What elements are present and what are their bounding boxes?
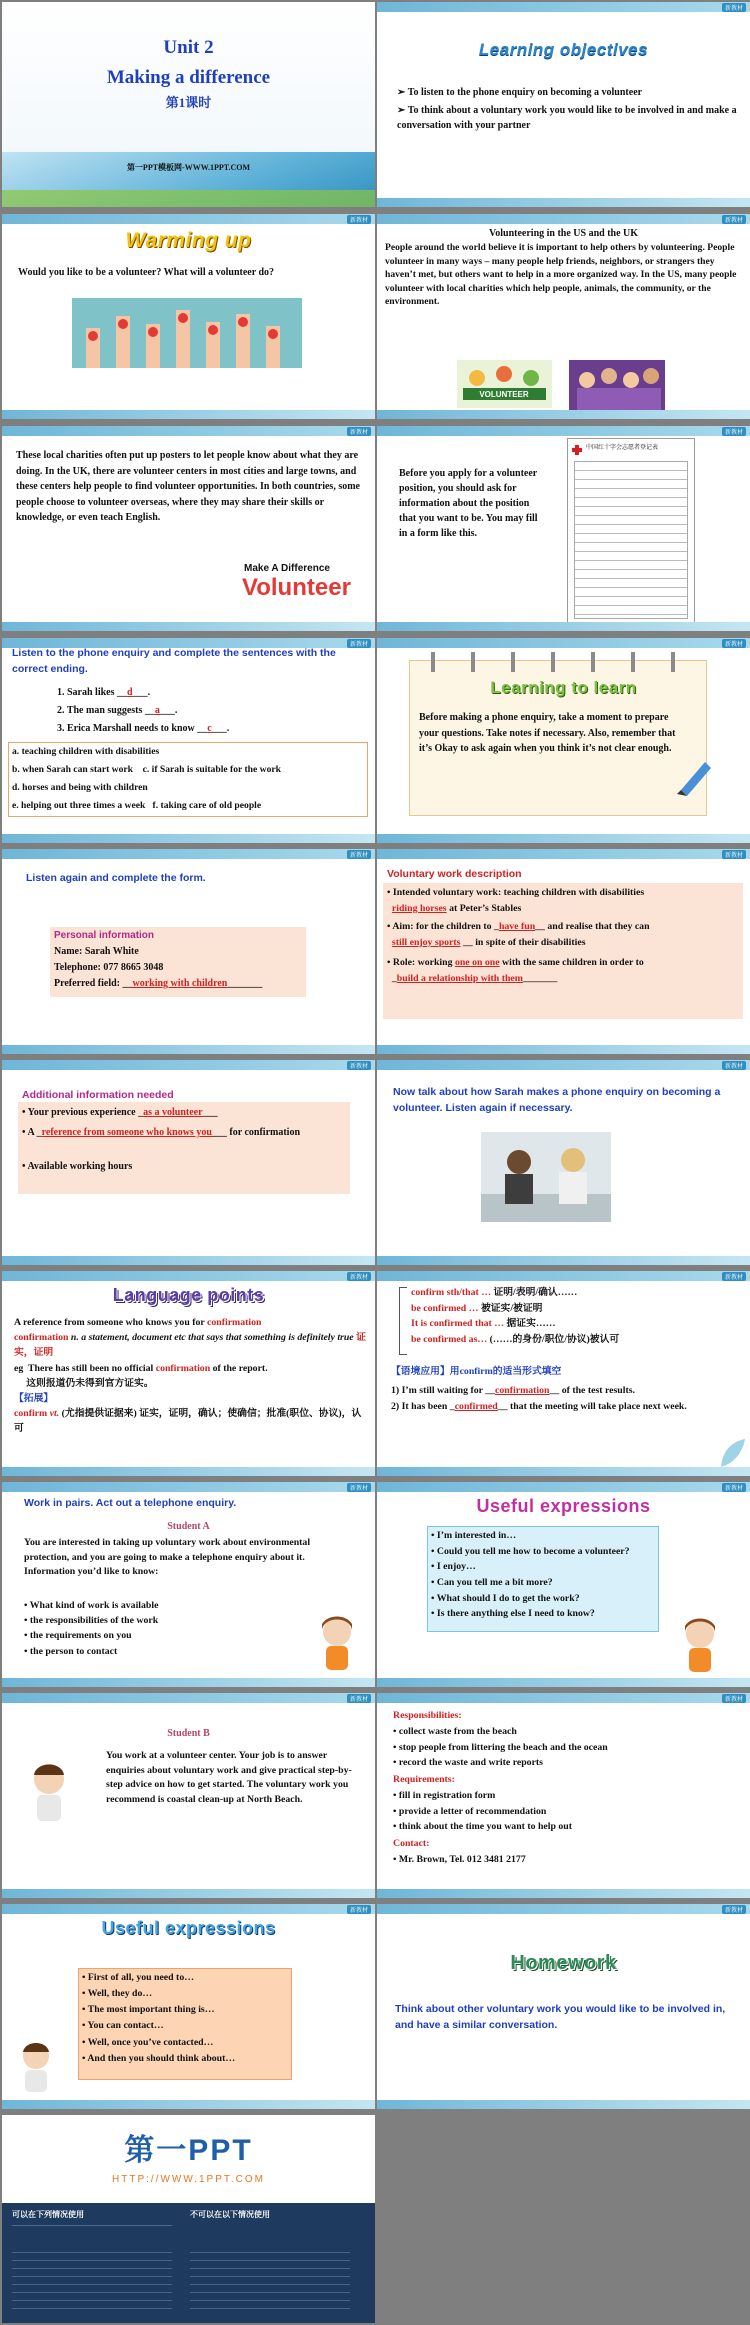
bottom-bar (377, 1045, 750, 1054)
requirements-list (393, 1788, 572, 1835)
list-item: • fill in registration form (393, 1788, 572, 1804)
contact-list (393, 1852, 526, 1868)
list-item: • the requirements on you (24, 1628, 158, 1643)
lesson-number: 第1课时 (165, 95, 212, 110)
boy-cartoon-icon (16, 2038, 56, 2094)
list-item: • I enjoy… (431, 1559, 630, 1575)
student-a-label: Student A (167, 1521, 210, 1532)
volunteer-hands-image (72, 298, 302, 368)
work-item-2: • Aim: for the children to _have fun__ and realise that they can still enjoy sports __ in spite of their disabilities (387, 921, 650, 949)
list-item: • And then you should think about… (82, 2051, 235, 2067)
student-a-list (24, 1598, 158, 1659)
slide-language-points[interactable] (2, 1271, 375, 1476)
volunteer-logo-word: Volunteer (242, 574, 351, 601)
confirm-expressions: confirm sth/that … 证明/表明/确认…… be confirmed … 被证实/被证明 It is confirmed that … 据证实…… be confirmed as… (……的身份/职位/协议)被认可 (411, 1287, 620, 1346)
ending-d: d. horses and being with children (12, 782, 148, 793)
slide-work-description[interactable] (377, 849, 750, 1054)
homework-body: Think about other voluntary work you would like to be involved in, and have a similar conversation. (395, 2003, 726, 2031)
ending-b-c: b. when Sarah can start work c. if Sarah is suitable for the work (12, 764, 281, 775)
homework-heading: Homework (510, 1952, 617, 1974)
list-item: • Well, once you’ve contacted… (82, 2035, 235, 2051)
lesson-title: Making a difference (106, 67, 271, 88)
form-grid (574, 461, 688, 619)
student-b-label: Student B (167, 1728, 210, 1739)
expressions-list (431, 1528, 630, 1622)
additional-item-3: • Available working hours (22, 1161, 133, 1172)
top-bar (2, 1271, 375, 1281)
badge: 新教材 (722, 1272, 746, 1281)
footer-links-right (190, 2245, 350, 2315)
girl-cartoon-icon (314, 1614, 360, 1672)
badge: 新教材 (347, 1061, 371, 1070)
bottom-bar (377, 410, 750, 419)
additional-info-title: Additional information needed (22, 1089, 174, 1101)
top-bar (377, 638, 750, 648)
make-difference-text: Make A Difference (244, 563, 330, 574)
sentence-2: 2. The man suggests __a___. (57, 705, 178, 716)
unit-title: Unit 2 (163, 37, 214, 58)
expression-bracket (399, 1287, 407, 1355)
top-bar (2, 214, 375, 224)
top-bar (377, 1904, 750, 1914)
ending-a: a. teaching children with disabilities (12, 746, 160, 757)
language-points-body: A reference from someone who knows you for confirmation confirmation n. a statement, document etc that says that something is definitely true 证实，证明 eg There has still been no official confirmation of the report. 这则报道仍未得到官方证实。 【拓展】 confirm vt. (尤指提供证据来) 证实，证明，确认；使确信；批准(职位、协议)，认可 (14, 1317, 366, 1435)
personal-telephone: Telephone: 077 8665 3048 (54, 962, 164, 973)
slide-coastal-cleanup-info[interactable] (377, 1693, 750, 1898)
boy-cartoon-icon (26, 1759, 72, 1823)
list-item: • provide a letter of recommendation (393, 1804, 572, 1820)
bottom-bar (2, 2100, 375, 2109)
badge: 新教材 (722, 1905, 746, 1914)
list-item: • You can contact… (82, 2018, 235, 2034)
list-item: • record the waste and write reports (393, 1755, 608, 1771)
list-item: • Mr. Brown, Tel. 012 3481 2177 (393, 1852, 526, 1868)
list-item: • I’m interested in… (431, 1528, 630, 1544)
badge: 新教材 (347, 427, 371, 436)
contact-heading: Contact: (393, 1838, 430, 1849)
preferred-field: Preferred field: __working with children_______ (54, 978, 263, 989)
bottom-bar (377, 2100, 750, 2109)
slide-local-charities[interactable] (2, 426, 375, 631)
badge: 新教材 (722, 1694, 746, 1703)
student-a-body: You are interested in taking up voluntary work about environmental protection, and you are going to make a telephone enquiry about it. Information you’d like to know: (24, 1537, 311, 1578)
bottom-bar (377, 198, 750, 207)
bottom-bar (2, 410, 375, 419)
top-bar (377, 2, 750, 12)
badge: 新教材 (722, 639, 746, 648)
personal-info-title: Personal information (54, 930, 155, 941)
bottom-bar (377, 1889, 750, 1898)
badge: 新教材 (347, 215, 371, 224)
badge: 新教材 (722, 3, 746, 12)
form-instruction: Before you apply for a volunteer position, you should ask for information about the position that you want to be. You may fill in a form like this. (399, 468, 538, 539)
slide-useful-expressions-a[interactable] (377, 1482, 750, 1687)
slide-volunteering-us-uk[interactable] (377, 214, 750, 419)
list-item: • The most important thing is… (82, 2002, 235, 2018)
context-application: 【语境应用】用confirm的适当形式填空 (391, 1366, 562, 1377)
top-bar (2, 1482, 375, 1492)
form-title: 中国红十字会志愿者登记表 (586, 445, 659, 451)
list-item: • collect waste from the beach (393, 1724, 608, 1740)
volunteering-body: People around the world believe it is important to help others by volunteering. People volunteer in many ways – many people help friends, neighbors, or strangers they haven’t met, but others want to help in a more organized way. In the US, many people volunteer with local charities which help people, animals, the community, or the environment. (385, 242, 737, 308)
bottom-bar (2, 1889, 375, 1898)
site-url[interactable]: HTTP://WWW.1PPT.COM (112, 2174, 265, 2185)
bottom-bar (2, 1467, 375, 1476)
warming-question: Would you like to be a volunteer? What will a volunteer do? (18, 267, 275, 278)
language-points-heading: Language points (112, 1285, 265, 1305)
objective-2: ➢ To think about a voluntary work you would like to be involved in and make a conversation with your partner (397, 105, 737, 131)
requirements-heading: Requirements: (393, 1774, 455, 1785)
slide-additional-information[interactable] (2, 1060, 375, 1265)
registration-form-image (567, 438, 695, 626)
badge: 新教材 (722, 427, 746, 436)
list-item: • Can you tell me a bit more? (431, 1575, 630, 1591)
ending-e-f: e. helping out three times a week f. taking care of old people (12, 800, 262, 811)
slide-homework[interactable] (377, 1904, 750, 2109)
volunteer-banner-image (457, 360, 552, 408)
site-logo: 第一PPT (124, 2134, 253, 2167)
top-bar (2, 1060, 375, 1070)
bottom-bar (2, 1256, 375, 1265)
slide-registration-form[interactable] (377, 426, 750, 631)
listening-instruction: Listen to the phone enquiry and complete the sentences with the correct ending. (12, 647, 336, 675)
learning-to-learn-body: Before making a phone enquiry, take a moment to prepare your questions. Take notes if necessary. Also, remember that it’s Okay to ask again when you think it’s not clear enough. (419, 712, 676, 754)
list-item: • What kind of work is available (24, 1598, 158, 1613)
work-description-title: Voluntary work description (387, 868, 522, 880)
expressions-list (82, 1970, 235, 2067)
top-bar (377, 214, 750, 224)
badge: 新教材 (347, 1905, 371, 1914)
badge: 新教材 (347, 1272, 371, 1281)
badge: 新教材 (722, 850, 746, 859)
bottom-bar (377, 1467, 750, 1476)
usage-allowed-title: 可以在下列情况使用 (12, 2210, 84, 2219)
list-item: • the person to contact (24, 1644, 158, 1659)
useful-expressions-heading: Useful expressions (101, 1918, 276, 1938)
work-item-1: • Intended voluntary work: teaching children with disabilities riding horses at Peter’s Stables (387, 887, 645, 915)
slide-listening-sentences[interactable] (2, 638, 375, 843)
volunteering-title: Volunteering in the US and the UK (488, 228, 639, 239)
badge: 新教材 (347, 639, 371, 648)
slide-confirm-expressions[interactable] (377, 1271, 750, 1476)
top-bar (377, 849, 750, 859)
list-item: • stop people from littering the beach and the ocean (393, 1740, 608, 1756)
list-item: • Well, they do… (82, 1986, 235, 2002)
phone-enquiry-photo (481, 1132, 611, 1222)
top-bar (2, 426, 375, 436)
bottom-bar (2, 834, 375, 843)
work-item-3: • Role: working one on one with the same children in order to _build a relationship with them_______ (387, 957, 644, 985)
bottom-bar (377, 622, 750, 631)
top-bar (2, 1693, 375, 1703)
slide-useful-expressions-b[interactable] (2, 1904, 375, 2109)
site-label: 第一PPT模板网-WWW.1PPT.COM (126, 163, 251, 172)
notebook-rings (417, 652, 702, 672)
list-item: • First of all, you need to… (82, 1970, 235, 1986)
bottom-bar (2, 1678, 375, 1687)
volunteer-banner-text: VOLUNTEER (479, 390, 529, 399)
charities-body: These local charities often put up posters to let people know about what they are doing. In the UK, there are volunteer centers in most cities and large towns, and these centers help people to find volunteer opportunities. In both countries, some people choose to volunteer overseas, where they may share their skills or knowledge, or even teach English. (16, 450, 360, 523)
list-item: • What should I do to get the work? (431, 1591, 630, 1607)
bottom-bar (377, 1256, 750, 1265)
badge: 新教材 (347, 1483, 371, 1492)
red-cross-icon (572, 445, 582, 455)
learning-to-learn-heading: Learning to learn (490, 678, 637, 697)
student-b-body: You work at a volunteer center. Your job is to answer enquiries about voluntary work and give practical step-by-step advice on how to get started. The voluntary work you recommend is coastal clean-up at North Beach. (106, 1750, 352, 1806)
badge: 新教材 (347, 1694, 371, 1703)
slide-learning-to-learn[interactable] (377, 638, 750, 843)
confirm-exercise: 1) I’m still waiting for __confirmation__ of the test results. 2) It has been _confirmed__ that the meeting will take place next week. (391, 1385, 687, 1412)
girl-cartoon-icon (677, 1616, 723, 1674)
additional-item-2: • A _reference from someone who knows you___ for confirmation (22, 1127, 301, 1138)
volunteer-group-photo (569, 360, 665, 410)
personal-name: Name: Sarah White (54, 946, 139, 957)
sentence-1: 1. Sarah likes __d___. (57, 687, 151, 698)
talk-about-instruction: Now talk about how Sarah makes a phone enquiry on becoming a volunteer. Listen again if necessary. (393, 1086, 721, 1115)
useful-expressions-heading: Useful expressions (476, 1496, 651, 1516)
top-bar (2, 1904, 375, 1914)
list-item: • the responsibilities of the work (24, 1613, 158, 1628)
bottom-bar (377, 1678, 750, 1687)
list-item: • Is there anything else I need to know? (431, 1606, 630, 1622)
badge: 新教材 (722, 215, 746, 224)
top-bar (377, 1060, 750, 1070)
slide-student-b[interactable] (2, 1693, 375, 1898)
pencil-icon (675, 756, 715, 796)
slide-student-a[interactable] (2, 1482, 375, 1687)
badge: 新教材 (347, 850, 371, 859)
pair-work-instruction: Work in pairs. Act out a telephone enquiry. (24, 1497, 237, 1509)
slide-personal-information[interactable] (2, 849, 375, 1054)
footer-divider (12, 2225, 172, 2245)
slide-warming-up[interactable] (2, 214, 375, 419)
list-item: • Could you tell me how to become a volunteer? (431, 1544, 630, 1560)
top-bar (377, 1482, 750, 1492)
objectives-heading: Learning objectives (478, 40, 649, 59)
badge: 新教材 (722, 1483, 746, 1492)
top-bar (2, 849, 375, 859)
footer-links-left (12, 2245, 172, 2315)
responsibilities-heading: Responsibilities: (393, 1710, 462, 1721)
sentence-3: 3. Erica Marshall needs to know __c___. (57, 723, 230, 734)
bottom-bar (2, 622, 375, 631)
badge: 新教材 (722, 1061, 746, 1070)
leaf-decoration-icon (717, 1437, 747, 1469)
listen-again-instruction: Listen again and complete the form. (26, 872, 206, 884)
bottom-bar (377, 834, 750, 843)
warming-heading: Warming up (125, 229, 252, 252)
slide-talk-about-sarah[interactable] (377, 1060, 750, 1265)
responsibilities-list (393, 1724, 608, 1771)
slide-learning-objectives[interactable] (377, 2, 750, 207)
endings-box (8, 742, 368, 817)
slide-template-footer[interactable] (2, 2115, 375, 2323)
bottom-bar (2, 1045, 375, 1054)
top-bar (377, 1693, 750, 1703)
list-item: • think about the time you want to help out (393, 1819, 572, 1835)
title-wave-green (2, 190, 375, 207)
additional-item-1: • Your previous experience _as a volunteer___ (22, 1107, 218, 1118)
top-bar (377, 1271, 750, 1281)
objective-1: ➢ To listen to the phone enquiry on becoming a volunteer (397, 87, 643, 98)
usage-forbidden-title: 不可以在以下情况使用 (190, 2210, 270, 2219)
top-bar (377, 426, 750, 436)
footer-panel (2, 2203, 375, 2323)
slide-title[interactable] (2, 2, 375, 207)
